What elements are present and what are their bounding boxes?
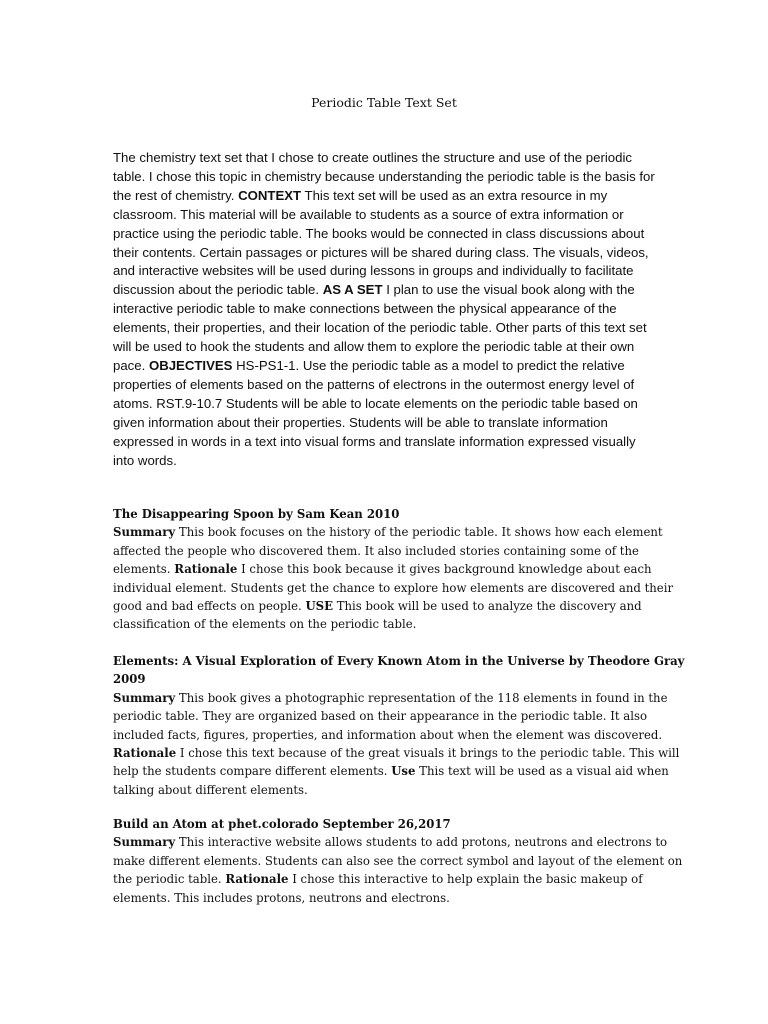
summary-label: Summary [113, 835, 176, 850]
text-entry-build-an-atom [113, 815, 688, 907]
intro-text-3: I plan to use the visual book along with the interactive periodic table to make connections between the physical appearance of the elements, their properties, and their location of the periodic table. Other parts of this text set will be used to hook the students and allow them to explore the periodic table at their own pace. [113, 282, 647, 373]
summary-label: Summary [113, 690, 176, 705]
rationale-text: I chose this text because of the great visuals it brings to the periodic table. This will help the students compare different elements. [113, 746, 680, 779]
rationale-label: Rationale [174, 562, 238, 577]
intro-paragraph [113, 149, 658, 470]
summary-text: This book gives a photographic representation of the 118 elements in found in the periodic table. They are organized based on their appearance in the periodic table. It also included facts, figures, properties, and information about when the element was discovered. [113, 690, 668, 742]
objectives-label: OBJECTIVES [148, 357, 233, 373]
entry-heading: The Disappearing Spoon by Sam Kean 2010 [113, 507, 400, 521]
intro-text-4: HS-PS1-1. Use the periodic table as a model to predict the relative properties of elements based on the patterns of electrons in the outermost energy level of atoms. RST.9-10.7 Students will be able to locate elements on the periodic table based on given information about their properties. Students will be able to translate information expressed in words in a text into visual forms and translate information expressed visually into words. [113, 357, 638, 468]
entry-heading: Elements: A Visual Exploration of Every Known Atom in the Universe by Theodore Gray 2009 [113, 654, 685, 687]
rationale-label: Rationale [225, 872, 289, 887]
intro-text-2: This text set will be used as an extra resource in my classroom. This material will be available to students as a source of extra information or practice using the periodic table. The books would be connected in class discussions about their contents. Certain passages or pictures will be shared during class. The visuals, videos, and interactive websites will be used during lessons in groups and individually to facilitate discussion about the periodic table. [113, 187, 649, 298]
summary-text: This book focuses on the history of the periodic table. It shows how each element affected the people who discovered them. It also included stories containing some of the elements. [113, 525, 663, 577]
summary-text: This interactive website allows students to add protons, neutrons and electrons to make different elements. Students can also see the correct symbol and layout of the element on the periodic table. [113, 835, 683, 887]
use-label: USE [305, 599, 334, 614]
text-entry-elements-visual-exploration [113, 652, 688, 799]
use-label: Use [391, 764, 416, 779]
text-entry-disappearing-spoon [113, 505, 688, 634]
intro-text-1: The chemistry text set that I chose to create outlines the structure and use of the periodic table. I chose this topic in chemistry because understanding the periodic table is the basis for the rest of chemistry. [113, 150, 655, 203]
rationale-label: Rationale [113, 746, 177, 761]
context-label: CONTEXT [238, 187, 302, 203]
rationale-text: I chose this book because it gives background knowledge about each individual element. Students get the chance to explore how elements are discovered and their good and bad effects on people. [113, 562, 674, 614]
as-a-set-label: AS A SET [322, 282, 383, 298]
rationale-text: I chose this interactive to help explain the basic makeup of elements. This includes protons, neutrons and electrons. [113, 872, 643, 905]
summary-label: Summary [113, 525, 176, 540]
use-text: This text will be used as a visual aid when talking about different elements. [113, 764, 669, 797]
use-text: This book will be used to analyze the discovery and classification of the elements on the periodic table. [113, 599, 642, 632]
page-title: Periodic Table Text Set [311, 95, 457, 110]
entry-heading: Build an Atom at phet.colorado September 26,2017 [113, 817, 451, 831]
